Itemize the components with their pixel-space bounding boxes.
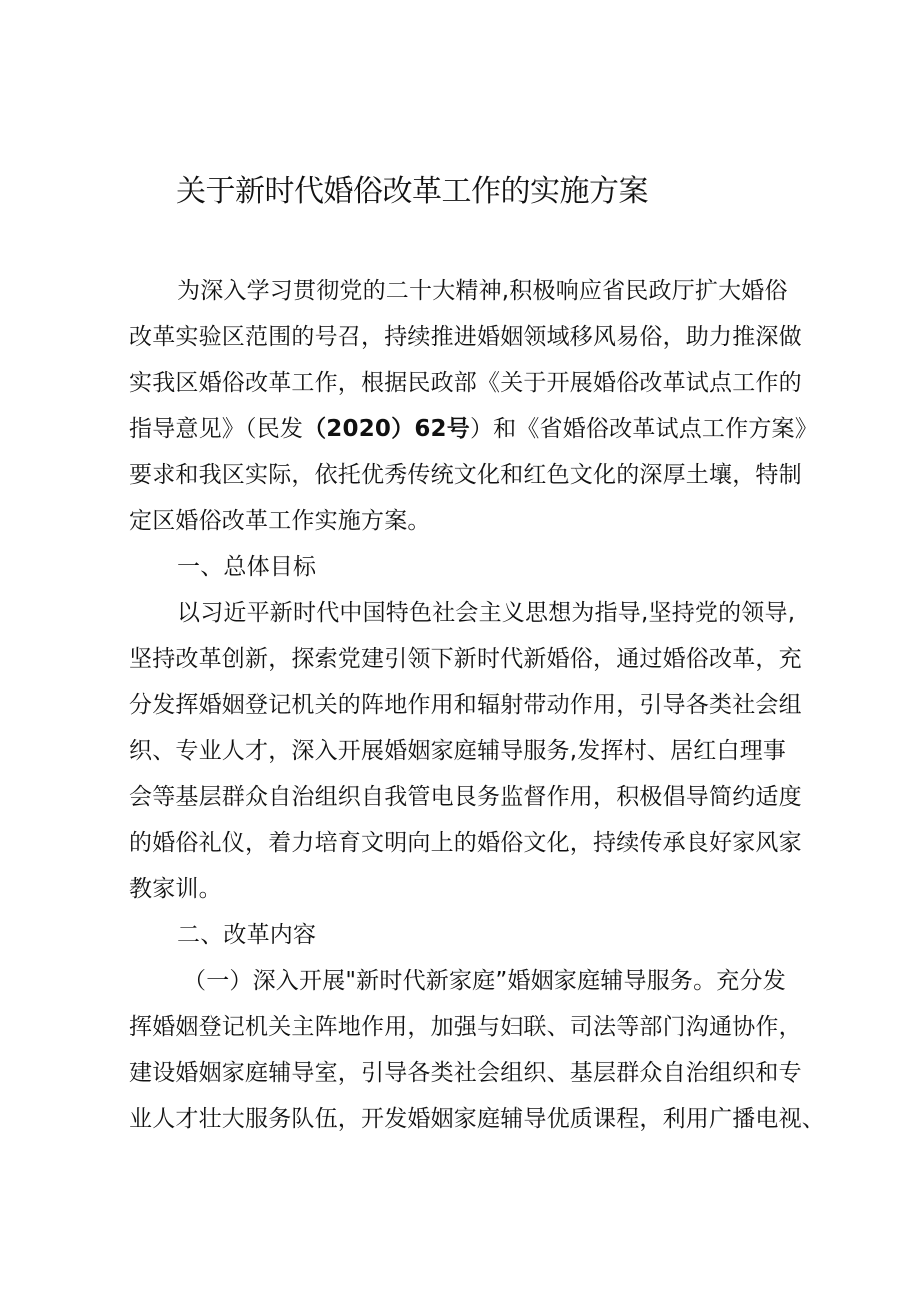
paragraph-text: 指导意见》（民发 xyxy=(129,416,304,442)
document-body xyxy=(129,268,825,1142)
section-heading: 一、总体目标 xyxy=(177,554,317,580)
paragraph-line: 织、专业人才，深入开展婚姻家庭辅导服务,发挥村、居红白理事 xyxy=(129,738,787,764)
paragraph-line: 挥婚姻登记机关主阵地作用，加强与妇联、司法等部门沟通协作， xyxy=(129,1014,802,1040)
paragraph-line: 业人才壮大服务队伍，开发婚姻家庭辅导优质课程，利用广播电视、 xyxy=(129,1106,825,1132)
paragraph-line: 教家训。 xyxy=(129,876,222,902)
document-title: 关于新时代婚俗改革工作的实施方案 xyxy=(176,174,648,209)
paragraph-line: 实我区婚俗改革工作，根据民政部《关于开展婚俗改革试点工作的 xyxy=(129,370,802,396)
paragraph-line: 为深入学习贯彻党的二十大精神,积极响应省民政厅扩大婚俗 xyxy=(177,278,788,304)
paragraph-line: 的婚俗礼仪，着力培育文明向上的婚俗文化，持续传承良好家风家 xyxy=(129,830,802,856)
paragraph-line xyxy=(129,406,818,452)
paragraph-line: 以习近平新时代中国特色社会主义思想为指导,坚持党的领导, xyxy=(177,600,796,626)
paragraph-line: 定区婚俗改革工作实施方案。 xyxy=(129,508,431,534)
paragraph-line: 会等基层群众自治组织自我管电艮务监督作用，积极倡导简约适度 xyxy=(129,784,802,810)
paragraph-line: （一）深入开展"新时代新家庭”婚姻家庭辅导服务。充分发 xyxy=(183,968,786,994)
paragraph-line: 建设婚姻家庭辅导室，引导各类社会组织、基层群众自治组织和专 xyxy=(129,1060,802,1086)
section-heading: 二、改革内容 xyxy=(177,922,317,948)
paragraph-text: ）和《省婚俗改革试点工作方案》 xyxy=(469,416,818,442)
paragraph-line: 要求和我区实际，依托优秀传统文化和红色文化的深厚土壤，特制 xyxy=(129,462,802,488)
paragraph-line: 坚持改革创新，探索党建引领下新时代新婚俗，通过婚俗改革，充 xyxy=(129,646,802,672)
paragraph-line: 分发挥婚姻登记机关的阵地作用和辐射带动作用，引导各类社会组 xyxy=(129,692,802,718)
document-number: （2020）62号 xyxy=(303,416,470,442)
paragraph-line: 改革实验区范围的号召，持续推进婚姻领域移风易俗，助力推深做 xyxy=(129,324,802,350)
